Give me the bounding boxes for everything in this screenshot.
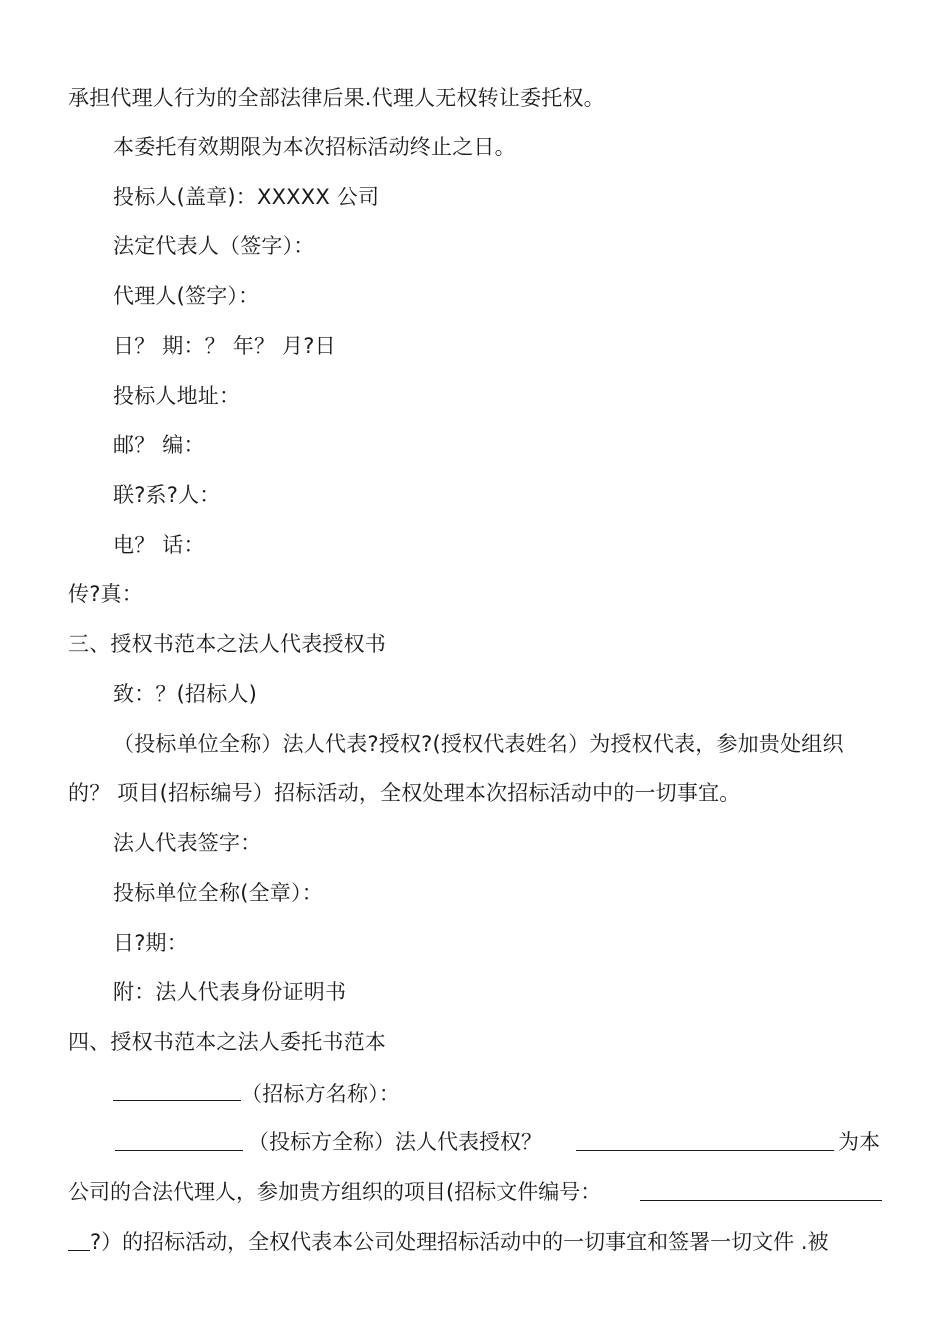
fill-in-blank[interactable] — [640, 1178, 882, 1201]
section-heading: 四、授权书范本之法人委托书范本 — [68, 1030, 386, 1054]
addressee-line: 致：？(招标人) — [113, 682, 257, 706]
bidder-address-line: 投标人地址： — [113, 384, 241, 408]
authorization-paragraph-line: （投标单位全称）法人代表?授权?(授权代表姓名）为授权代表，参加贵处组织 — [113, 732, 844, 756]
tenderer-name-label: （招标方名称）： — [241, 1082, 401, 1106]
fill-in-blank[interactable] — [115, 1128, 243, 1151]
power-of-attorney-text: ?）的招标活动，全权代表本公司处理招标活动中的一切事宜和签署一切文件 .被 — [90, 1230, 829, 1254]
agent-signature-line: 代理人(签字）： — [113, 284, 260, 308]
fill-in-blank[interactable] — [576, 1128, 834, 1151]
validity-line: 本委托有效期限为本次招标活动终止之日。 — [113, 135, 516, 159]
power-of-attorney-line — [68, 1128, 882, 1156]
power-of-attorney-tail: 为本 — [838, 1130, 880, 1154]
bidder-seal-line: 投标人(盖章)：XXXXX 公司 — [113, 185, 380, 209]
phone-line: 电？ 话： — [113, 533, 205, 557]
date-line: 日？ 期：？ 年？ 月?日 — [113, 334, 336, 358]
paragraph-line: 承担代理人行为的全部法律后果.代理人无权转让委托权。 — [68, 86, 605, 110]
fill-in-blank[interactable] — [113, 1078, 241, 1101]
attachment-line: 附：法人代表身份证明书 — [113, 980, 347, 1004]
contact-person-line: 联?系?人： — [113, 483, 221, 507]
fax-line: 传?真： — [68, 582, 143, 606]
blank-wrapper — [640, 1178, 882, 1208]
legal-rep-sign-line: 法人代表签字： — [113, 831, 262, 855]
section-heading: 三、授权书范本之法人代表授权书 — [68, 632, 386, 656]
postcode-line: 邮？ 编： — [113, 433, 205, 457]
power-of-attorney-line — [68, 1178, 882, 1206]
power-of-attorney-text: 公司的合法代理人，参加贵方组织的项目(招标文件编号： — [68, 1180, 602, 1204]
power-of-attorney-line — [68, 1228, 882, 1256]
tenderer-name-line — [113, 1078, 400, 1108]
blank-wrapper — [68, 1228, 90, 1258]
power-of-attorney-text: （投标方全称）法人代表授权？ — [248, 1130, 542, 1154]
authorization-paragraph-line: 的？ 项目(招标编号）招标活动，全权处理本次招标活动中的一切事宜。 — [68, 781, 741, 805]
legal-rep-signature-line: 法定代表人（签字）： — [113, 234, 315, 258]
fill-in-blank[interactable] — [68, 1228, 90, 1251]
blank-wrapper — [115, 1128, 243, 1158]
bidder-full-name-line: 投标单位全称(全章）： — [113, 881, 323, 905]
blank-wrapper — [576, 1128, 834, 1158]
date-line: 日?期： — [113, 931, 188, 955]
